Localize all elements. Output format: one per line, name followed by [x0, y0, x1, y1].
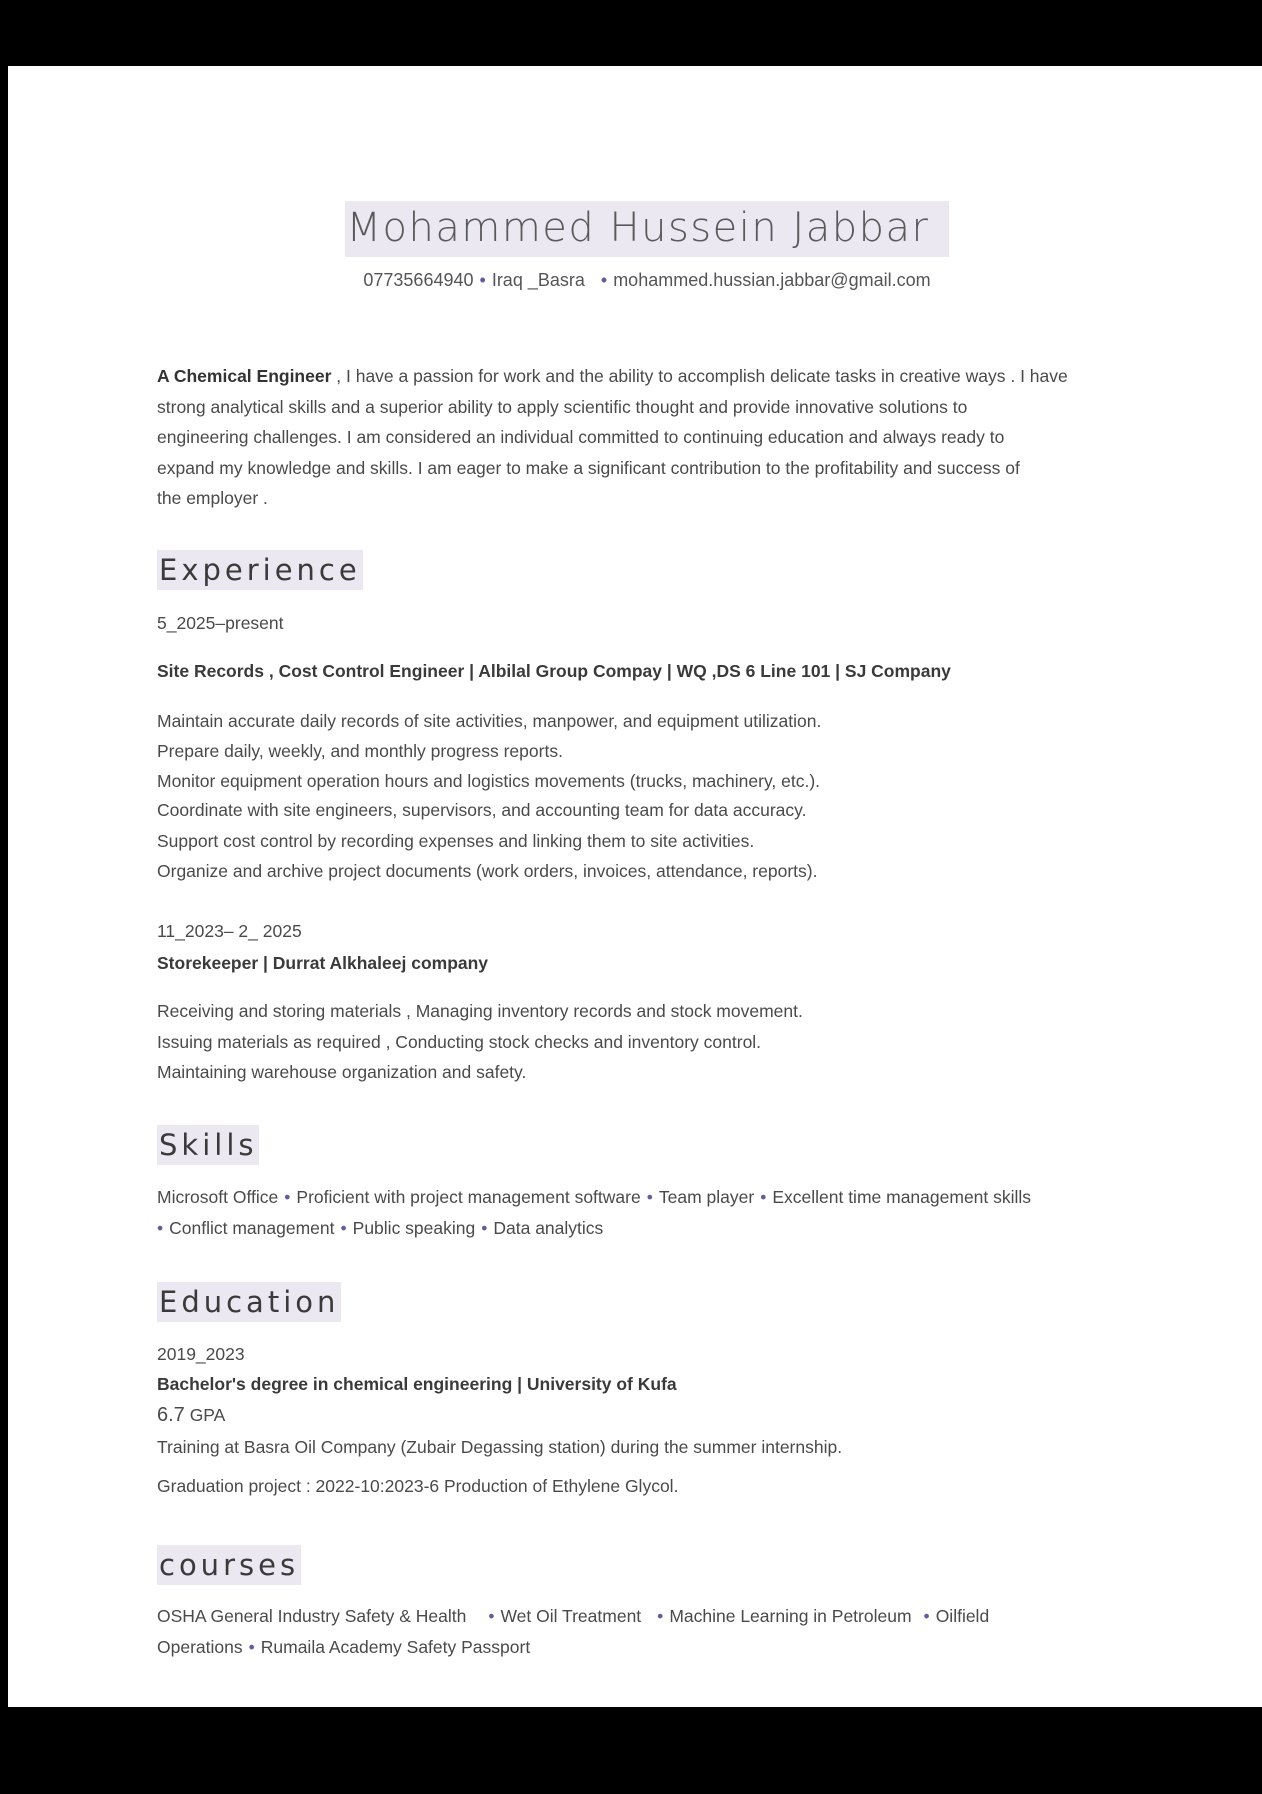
job-duty: Issuing materials as required , Conducting stock checks and inventory control.: [157, 1032, 762, 1052]
skill-item: Public speaking: [352, 1218, 476, 1238]
bullet-separator: •: [481, 1218, 488, 1238]
email-address: mohammed.hussian.jabbar@gmail.com: [613, 270, 931, 290]
bullet-separator: •: [760, 1187, 767, 1207]
skills-heading: Skills: [157, 1125, 259, 1165]
job-duty: Coordinate with site engineers, supervisors, and accounting team for data accuracy.: [157, 800, 807, 820]
course-item: Machine Learning in Petroleum: [669, 1606, 912, 1626]
summary-line: engineering challenges. I am considered an individual committed to continuing education and always ready to: [157, 427, 1005, 447]
job-date: 5_2025–present: [157, 613, 284, 633]
education-training: Training at Basra Oil Company (Zubair Degassing station) during the summer internship.: [157, 1437, 843, 1457]
job-role: Site Records , Cost Control Engineer | Albilal Group Compay | WQ ,DS 6 Line 101 | SJ Company: [157, 661, 951, 681]
job-role: Storekeeper | Durrat Alkhaleej company: [157, 953, 489, 973]
phone-number: 07735664940: [363, 270, 474, 290]
skill-item: Microsoft Office: [157, 1187, 279, 1207]
education-degree: Bachelor's degree in chemical engineering | University of Kufa: [157, 1374, 677, 1394]
summary-line: expand my knowledge and skills. I am eager to make a significant contribution to the profitability and success of: [157, 457, 1020, 478]
education-date: 2019_2023: [157, 1344, 245, 1364]
person-name: Mohammed Hussein Jabbar: [345, 201, 950, 257]
courses-line: [157, 1637, 530, 1658]
course-item: Rumaila Academy Safety Passport: [260, 1637, 531, 1657]
job-duty: Receiving and storing materials , Managing inventory records and stock movement.: [157, 1001, 803, 1021]
skill-item: Data analytics: [493, 1218, 604, 1238]
summary-line: the employer .: [157, 488, 268, 508]
education-heading: Education: [157, 1282, 341, 1322]
experience-heading: Experience: [157, 550, 363, 590]
location: Iraq _Basra: [491, 270, 585, 290]
skill-item: Conflict management: [169, 1218, 335, 1238]
skills-line: [157, 1218, 603, 1239]
bullet-separator: •: [157, 1218, 164, 1238]
bullet-separator: •: [657, 1606, 664, 1626]
job-duty: Maintain accurate daily records of site activities, manpower, and equipment utilization.: [157, 711, 822, 731]
job-duty: Support cost control by recording expenses and linking them to site activities.: [157, 831, 755, 851]
course-item-part: Oilfield: [935, 1606, 990, 1626]
job-duty: Prepare daily, weekly, and monthly progress reports.: [157, 741, 563, 761]
bullet-separator: •: [479, 270, 486, 290]
contact-line: [157, 270, 1137, 291]
bullet-separator: •: [923, 1606, 930, 1626]
courses-line: [157, 1606, 989, 1627]
course-item-part: Operations: [157, 1637, 243, 1657]
bullet-separator: •: [646, 1187, 653, 1207]
job-duty: Maintaining warehouse organization and safety.: [157, 1062, 527, 1082]
summary-lead: A Chemical Engineer: [157, 366, 332, 386]
gpa-value: 6.7: [157, 1404, 185, 1426]
bullet-separator: •: [600, 270, 608, 290]
skills-line: [157, 1187, 1031, 1208]
summary-paragraph: [157, 361, 1137, 514]
skill-item: Excellent time management skills: [772, 1187, 1032, 1207]
job-duty: Monitor equipment operation hours and logistics movements (trucks, machinery, etc.).: [157, 771, 821, 791]
bullet-separator: •: [340, 1218, 347, 1238]
gpa-label: GPA: [189, 1405, 226, 1425]
name-block: [157, 201, 1137, 257]
skill-item: Team player: [658, 1187, 755, 1207]
resume-page: [8, 66, 1262, 1707]
bullet-separator: •: [488, 1606, 495, 1626]
bullet-separator: •: [248, 1637, 255, 1657]
job-date: 11_2023– 2_ 2025: [157, 921, 302, 941]
skill-item: Proficient with project management software: [296, 1187, 641, 1207]
course-item: OSHA General Industry Safety & Health: [157, 1606, 467, 1626]
summary-line: strong analytical skills and a superior ability to apply scientific thought and provide innovative solutions to: [157, 396, 968, 417]
gpa-line: [157, 1404, 1147, 1427]
summary-line: , I have a passion for work and the ability to accomplish delicate tasks in creative ways . I have: [331, 366, 1068, 386]
job-duty: Organize and archive project documents (work orders, invoices, attendance, reports).: [157, 861, 818, 881]
bullet-separator: •: [284, 1187, 291, 1207]
education-project: Graduation project : 2022-10:2023-6 Production of Ethylene Glycol.: [157, 1476, 679, 1496]
courses-heading: courses: [157, 1545, 301, 1585]
course-item: Wet Oil Treatment: [500, 1606, 642, 1626]
